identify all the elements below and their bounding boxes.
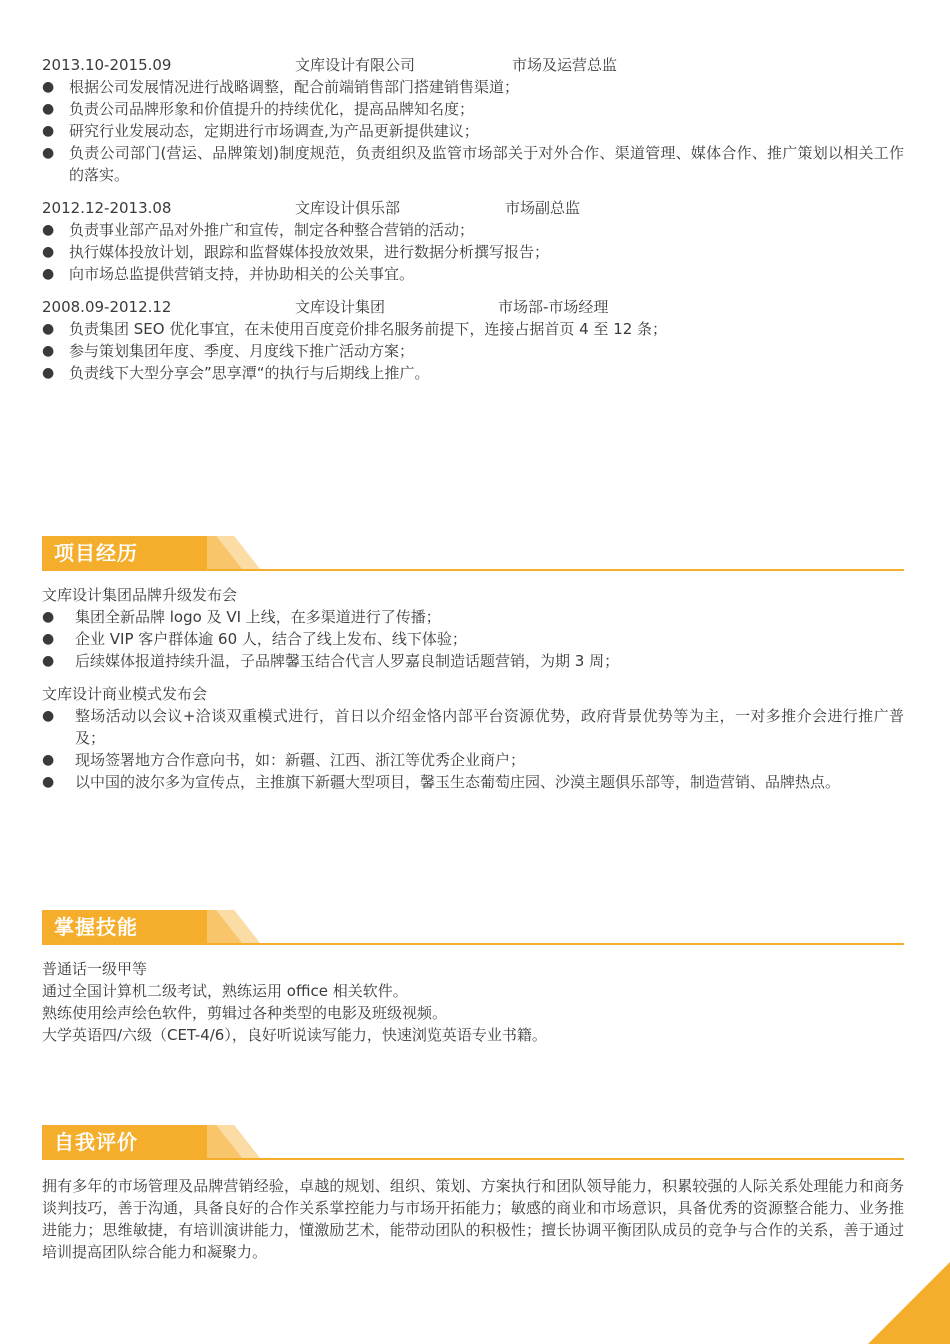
- bullet-icon: ●: [42, 631, 55, 647]
- job-period: 2008.09-2012.12: [42, 298, 172, 316]
- project-item-text: 后续媒体报道持续升温，子品牌馨玉结合代言人罗嘉良制造话题营销，为期 3 周；: [75, 652, 620, 670]
- bullet-icon: ●: [42, 123, 55, 139]
- bullet-icon: ●: [42, 101, 55, 117]
- section-title: 掌握技能: [54, 915, 138, 939]
- list-item: [42, 771, 904, 815]
- section-title: 项目经历: [54, 541, 138, 565]
- section-divider: [42, 943, 904, 945]
- corner-decoration: [868, 1262, 950, 1344]
- section-header-self-eval: [42, 1125, 904, 1161]
- duty-text: 负责线下大型分享会”思享潭“的执行与后期线上推广。: [69, 364, 430, 382]
- duty-text: 负责集团 SEO 优化事宜，在未使用百度竞价排名服务前提下，连接占据首页 4 至 12 条；: [69, 320, 668, 338]
- job-company: 文库设计集团: [295, 298, 386, 316]
- project-name: 文库设计商业模式发布会: [42, 685, 208, 703]
- job-company: 文库设计俱乐部: [295, 199, 401, 217]
- duty-text: 负责公司品牌形象和价值提升的持续优化，提高品牌知名度；: [69, 100, 475, 118]
- project-item-text: 现场签署地方合作意向书，如：新疆、江西、浙江等优秀企业商户；: [75, 751, 526, 769]
- section-header-skills: [42, 910, 904, 946]
- job-period: 2013.10-2015.09: [42, 56, 172, 74]
- duty-text: 参与策划集团年度、季度、月度线下推广活动方案；: [69, 342, 415, 360]
- skill-line: 大学英语四/六级（CET-4/6），良好听说读写能力，快速浏览英语专业书籍。: [42, 1026, 547, 1044]
- duty-text: 执行媒体投放计划，跟踪和监督媒体投放效果，进行数据分析撰写报告；: [69, 243, 550, 261]
- section-divider: [42, 569, 904, 571]
- list-item: [42, 705, 904, 749]
- skill-line: 熟练使用绘声绘色软件，剪辑过各种类型的电影及班级视频。: [42, 1004, 448, 1022]
- bullet-icon: ●: [42, 79, 55, 95]
- job-position: 市场副总监: [505, 199, 581, 217]
- skill-line: 通过全国计算机二级考试，熟练运用 office 相关软件。: [42, 982, 408, 1000]
- skill-line: 普通话一级甲等: [42, 960, 148, 978]
- list-item: [42, 142, 904, 186]
- bullet-icon: ●: [42, 752, 55, 768]
- duty-text: 负责公司部门(营运、品牌策划)制度规范，负责组织及监管市场部关于对外合作、渠道管理、媒体合作、推广策划以相关工作的落实。: [69, 144, 904, 184]
- bullet-icon: ●: [42, 708, 55, 724]
- job-header: [42, 197, 902, 219]
- section-divider: [42, 1158, 904, 1160]
- project-item-text: 以中国的波尔多为宣传点，主推旗下新疆大型项目，馨玉生态葡萄庄园、沙漠主题俱乐部等，制造营销、品牌热点。: [75, 773, 841, 791]
- bullet-icon: ●: [42, 365, 55, 381]
- bullet-icon: ●: [42, 222, 55, 238]
- project-item-text: 企业 VIP 客户群体逾 60 人，结合了线上发布、线下体验；: [75, 630, 467, 648]
- bullet-icon: ●: [42, 774, 55, 790]
- bullet-icon: ●: [42, 266, 55, 282]
- duty-text: 研究行业发展动态，定期进行市场调查,为产品更新提供建议；: [69, 122, 479, 140]
- duty-text: 向市场总监提供营销支持，并协助相关的公关事宜。: [69, 265, 415, 283]
- project-item-text: 集团全新品牌 logo 及 VI 上线，在多渠道进行了传播；: [75, 608, 441, 626]
- bullet-icon: ●: [42, 244, 55, 260]
- self-evaluation-text: 拥有多年的市场管理及品牌营销经验，卓越的规划、组织、策划、方案执行和团队领导能力，积累较强的人际关系处理能力和商务谈判技巧，善于沟通，具备良好的合作关系掌控能力与市场开拓能力；敏感的商业和市场意识，具备优秀的资源整合能力、业务推进能力；思维敏捷，有培训演讲能力，懂激励艺术，能带动团队的积极性；擅长协调平衡团队成员的竞争与合作的关系，善于通过培训提高团队综合能力和凝聚力。: [42, 1177, 904, 1261]
- job-position: 市场及运营总监: [512, 56, 618, 74]
- section-header-projects: [42, 536, 904, 572]
- section-title: 自我评价: [54, 1130, 138, 1154]
- job-header: [42, 296, 902, 318]
- bullet-icon: ●: [42, 321, 55, 337]
- job-company: 文库设计有限公司: [295, 56, 416, 74]
- bullet-icon: ●: [42, 145, 55, 161]
- bullet-icon: ●: [42, 343, 55, 359]
- bullet-icon: ●: [42, 609, 55, 625]
- bullet-icon: ●: [42, 653, 55, 669]
- job-position: 市场部-市场经理: [498, 298, 609, 316]
- duty-text: 根据公司发展情况进行战略调整，配合前端销售部门搭建销售渠道；: [69, 78, 520, 96]
- duty-text: 负责事业部产品对外推广和宣传，制定各种整合营销的活动；: [69, 221, 475, 239]
- project-item-text: 整场活动以会议+洽谈双重模式进行，首日以介绍金恪内部平台资源优势，政府背景优势等为主，一对多推介会进行推广普及；: [75, 707, 904, 747]
- job-header: [42, 54, 902, 76]
- job-period: 2012.12-2013.08: [42, 199, 172, 217]
- project-name: 文库设计集团品牌升级发布会: [42, 586, 238, 604]
